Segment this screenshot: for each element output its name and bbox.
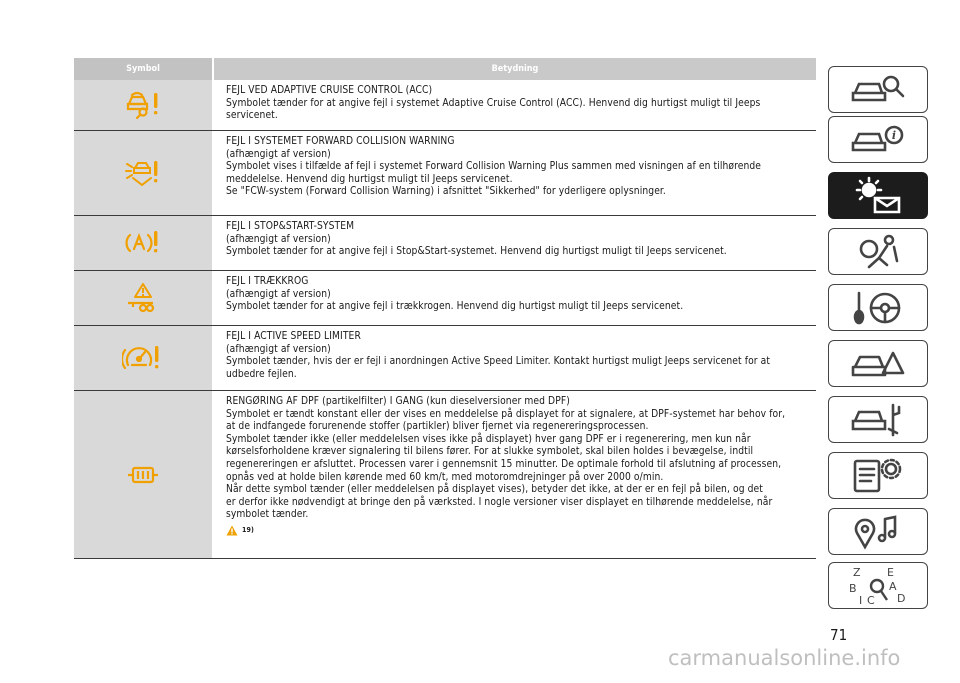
- stop-start-fault-icon: [123, 228, 163, 258]
- table-row: [74, 326, 816, 391]
- car-info-icon: [849, 123, 907, 157]
- dpf-icon: [126, 462, 160, 488]
- alphabet-index-icon: [845, 564, 911, 608]
- note-reference[interactable]: 19): [242, 525, 254, 534]
- row-title: FEJL I SYSTEMET FORWARD COLLISION WARNING: [226, 136, 455, 147]
- svg-text:B: B: [849, 581, 857, 595]
- caution-note-icon: [226, 525, 238, 536]
- svg-text:D: D: [897, 591, 906, 605]
- table-row: [74, 391, 816, 559]
- tab-chapter-1[interactable]: [828, 66, 928, 113]
- row-text: Symbolet tænder for at angive fejl i Stop&Start-systemet. Henvend dig hurtigst muligt til Jeeps servicenet.: [226, 246, 727, 258]
- row-title: FEJL VED ADAPTIVE CRUISE CONTROL (ACC): [226, 85, 433, 96]
- row-text: (afhængigt af version): [226, 148, 331, 160]
- row-text: er derfor ikke nødvendigt at bringe den på værksted. I nogle versioner viser displayet en tilhørende meddelelse, når: [226, 496, 773, 508]
- warning-light-table: [74, 58, 816, 559]
- row-text: Symbolet tænder for at angive fejl i trækkrogen. Henvend dig hurtigst muligt til Jeeps servicenet.: [226, 301, 684, 313]
- tab-chapter-2[interactable]: [828, 116, 928, 163]
- table-row: [74, 216, 816, 271]
- row-text: Symbolet tænder, hvis der er fejl i anordningen Active Speed Limiter. Kontakt hurtigst muligt Jeeps servicenet for at: [226, 356, 771, 368]
- airbag-person-icon: [849, 233, 907, 271]
- row-text: udbedre fejlen.: [226, 368, 297, 380]
- svg-text:C: C: [867, 593, 875, 607]
- car-warning-triangle-icon: [849, 345, 907, 383]
- acc-fault-icon: [123, 90, 163, 120]
- row-text: Symbolet tænder for at angive fejl i systemet Adaptive Cruise Control (ACC). Henvend dig hurtigst muligt til Jeeps: [226, 97, 761, 109]
- list-gear-icon: [849, 457, 907, 495]
- steering-key-icon: [849, 289, 907, 327]
- fcw-fault-icon: [123, 158, 163, 188]
- tab-chapter-10[interactable]: [828, 562, 928, 609]
- svg-text:i: i: [891, 128, 897, 142]
- svg-text:A: A: [889, 579, 897, 593]
- svg-text:I: I: [859, 593, 863, 607]
- row-title: FEJL I TRÆKKROG: [226, 276, 309, 287]
- svg-text:E: E: [887, 565, 894, 579]
- tow-hook-fault-icon: [123, 282, 163, 314]
- tab-chapter-3-active[interactable]: [828, 172, 928, 219]
- row-text: Symbolet er tændt konstant eller der vises en meddelelse på displayet for at signalere, at DPF-systemet har behov for,: [226, 408, 786, 420]
- row-text: (afhængigt af version): [226, 288, 331, 300]
- row-text: Når dette symbol tænder (eller meddelelsen på displayet vises), betyder det ikke, at der er en fejl på bilen, og det: [226, 484, 763, 496]
- header-symbol: Symbol: [74, 58, 212, 80]
- row-text: regenereringen er afsluttet. Processen varer i gennemsnit 15 minutter. De optimale forhold til afslutning af processen,: [226, 458, 782, 470]
- row-text: Symbolet tænder ikke (eller meddelelsen vises ikke på displayet) hver gang DPF er i regenerering, men kun når: [226, 433, 751, 445]
- tab-chapter-8[interactable]: [828, 452, 928, 499]
- row-text: opnås ved at holde bilen kørende med 60 km/t, med motoromdrejninger på over 2000 o/min.: [226, 471, 664, 483]
- header-meaning: Betydning: [491, 64, 539, 74]
- table-header: [74, 58, 816, 80]
- row-text: (afhængigt af version): [226, 343, 331, 355]
- car-wrench-icon: [849, 401, 907, 439]
- tab-chapter-4[interactable]: [828, 228, 928, 275]
- row-title: FEJL I STOP&START-SYSTEM: [226, 221, 355, 232]
- speed-limiter-fault-icon: [122, 341, 164, 375]
- row-text: servicenet.: [226, 110, 278, 122]
- warning-light-message-icon: [849, 176, 907, 216]
- row-text: (afhængigt af version): [226, 233, 331, 245]
- row-text: symbolet tænder.: [226, 509, 309, 521]
- row-text: meddelelse. Henvend dig hurtigst muligt til Jeeps servicenet.: [226, 173, 513, 185]
- table-row: [74, 131, 816, 216]
- navigation-music-icon: [849, 513, 907, 551]
- row-title: RENGØRING AF DPF (partikelfilter) I GANG (kun dieselversioner med DPF): [226, 396, 570, 407]
- table-row: [74, 271, 816, 326]
- svg-text:Z: Z: [853, 565, 861, 579]
- table-row: [74, 80, 816, 131]
- car-search-icon: [849, 73, 907, 107]
- row-text: Se "FCW-system (Forward Collision Warning) i afsnittet "Sikkerhed" for yderligere oplysninger.: [226, 186, 666, 198]
- page-number: 71: [830, 626, 848, 644]
- tab-chapter-6[interactable]: [828, 340, 928, 387]
- tab-chapter-5[interactable]: [828, 284, 928, 331]
- row-title: FEJL I ACTIVE SPEED LIMITER: [226, 331, 361, 342]
- tab-chapter-9[interactable]: [828, 508, 928, 555]
- row-text: kørselsforholdene kræver signalering til bilens fører. For at slukke symbolet, skal bilen holdes i bevægelse, indtil: [226, 446, 754, 458]
- row-text: at de indfangede forurenende stoffer (partikler) bliver fjernet via regenereringsprocessen.: [226, 421, 649, 433]
- row-text: Symbolet vises i tilfælde af fejl i systemet Forward Collision Warning Plus sammen med visningen af en tilhørende: [226, 161, 762, 173]
- watermark[interactable]: carmanualsonline.info: [668, 646, 901, 670]
- tab-chapter-7[interactable]: [828, 396, 928, 443]
